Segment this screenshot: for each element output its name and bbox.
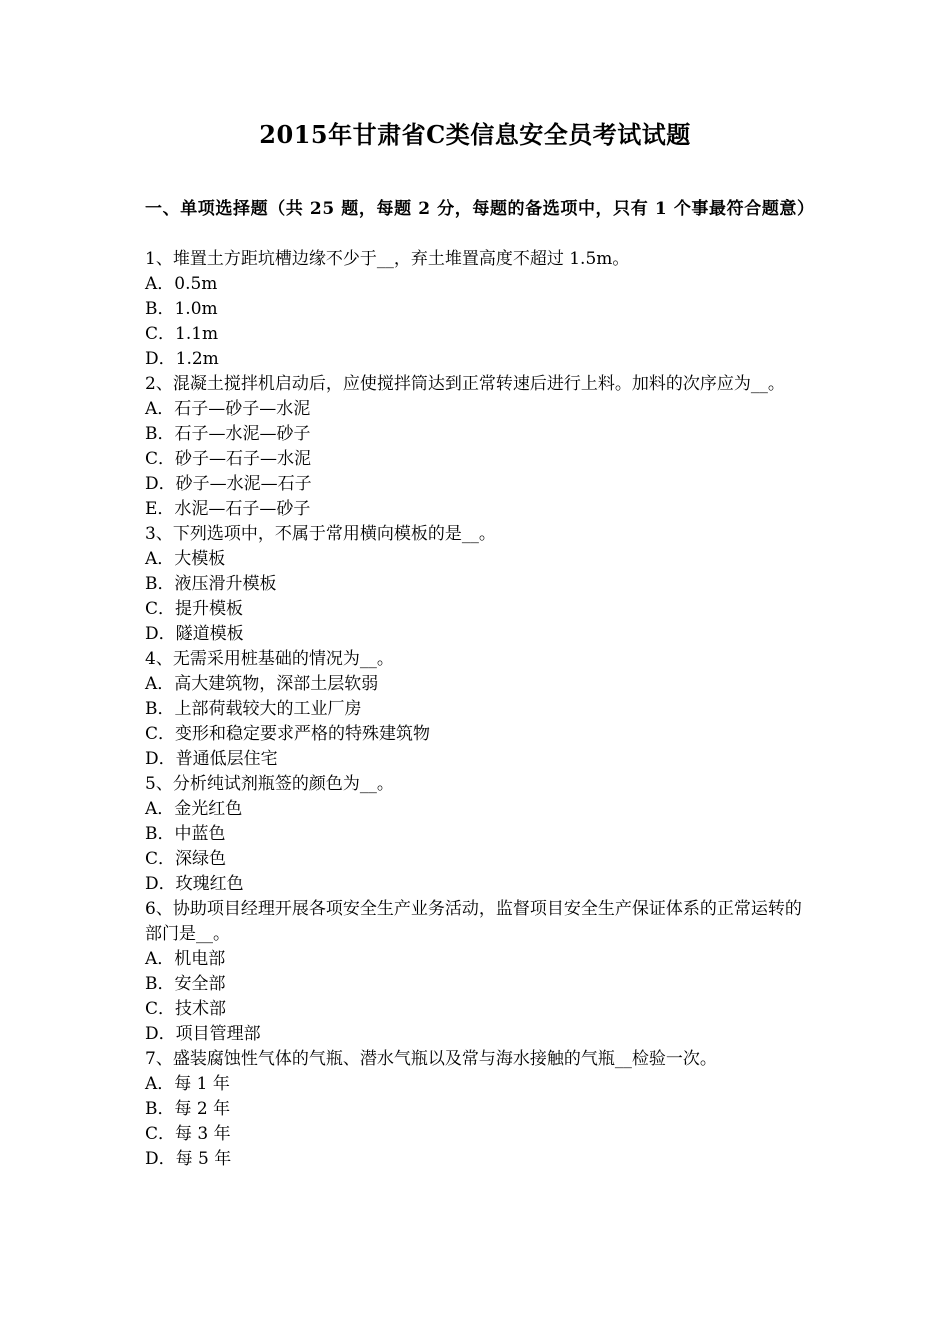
question-1-option-b: B．1.0m <box>145 299 218 319</box>
question-6-stem: 6、协助项目经理开展各项安全生产业务活动，监督项目安全生产保证体系的正常运转的部门是__。 <box>145 899 802 944</box>
question-5-option-a: A．金光红色 <box>145 799 243 819</box>
question-6-option-c: C．技术部 <box>145 999 227 1019</box>
question-2-option-a: A．石子—砂子—水泥 <box>145 399 311 419</box>
question-7-option-d: D．每 5 年 <box>145 1149 232 1169</box>
question-2-option-e: E．水泥—石子—砂子 <box>145 499 311 519</box>
question-4-stem: 4、无需采用桩基础的情况为__。 <box>145 649 394 669</box>
question-6-option-d: D．项目管理部 <box>145 1024 261 1044</box>
question-4-option-d: D．普通低层住宅 <box>145 749 278 769</box>
question-5-option-d: D．玫瑰红色 <box>145 874 244 894</box>
question-3-option-a: A．大模板 <box>145 549 226 569</box>
question-4-option-c: C．变形和稳定要求严格的特殊建筑物 <box>145 724 431 744</box>
question-2-option-d: D．砂子—水泥—石子 <box>145 474 312 494</box>
question-1-option-a: A．0.5m <box>145 274 218 294</box>
document-title: 2015年甘肃省C类信息安全员考试试题 <box>259 120 691 149</box>
question-5-option-c: C．深绿色 <box>145 849 227 869</box>
question-list <box>145 247 810 1172</box>
question-4-option-a: A．高大建筑物，深部土层软弱 <box>145 674 379 694</box>
section-heading: 一、单项选择题（共 25 题，每题 2 分，每题的备选项中，只有 1 个事最符合题意） <box>145 199 815 219</box>
question-2-stem: 2、混凝土搅拌机启动后，应使搅拌筒达到正常转速后进行上料。加料的次序应为__。 <box>145 374 785 394</box>
question-6-option-b: B．安全部 <box>145 974 226 994</box>
question-3-option-d: D．隧道模板 <box>145 624 244 644</box>
question-5-option-b: B．中蓝色 <box>145 824 226 844</box>
question-1-option-d: D．1.2m <box>145 349 219 369</box>
question-5-stem: 5、分析纯试剂瓶签的颜色为__。 <box>145 774 394 794</box>
question-3-option-c: C．提升模板 <box>145 599 244 619</box>
question-1-stem: 1、堆置土方距坑槽边缘不少于__，弃土堆置高度不超过 1.5m。 <box>145 249 630 269</box>
question-2-option-b: B．石子—水泥—砂子 <box>145 424 311 444</box>
question-7-stem: 7、盛装腐蚀性气体的气瓶、潜水气瓶以及常与海水接触的气瓶__检验一次。 <box>145 1049 717 1069</box>
question-1-option-c: C．1.1m <box>145 324 219 344</box>
question-7-option-b: B．每 2 年 <box>145 1099 231 1119</box>
question-6-option-a: A．机电部 <box>145 949 226 969</box>
question-7-option-c: C．每 3 年 <box>145 1124 231 1144</box>
question-2-option-c: C．砂子—石子—水泥 <box>145 449 312 469</box>
question-3-stem: 3、下列选项中，不属于常用横向模板的是__。 <box>145 524 496 544</box>
question-4-option-b: B．上部荷载较大的工业厂房 <box>145 699 362 719</box>
question-3-option-b: B．液压滑升模板 <box>145 574 277 594</box>
question-7-option-a: A．每 1 年 <box>145 1074 230 1094</box>
